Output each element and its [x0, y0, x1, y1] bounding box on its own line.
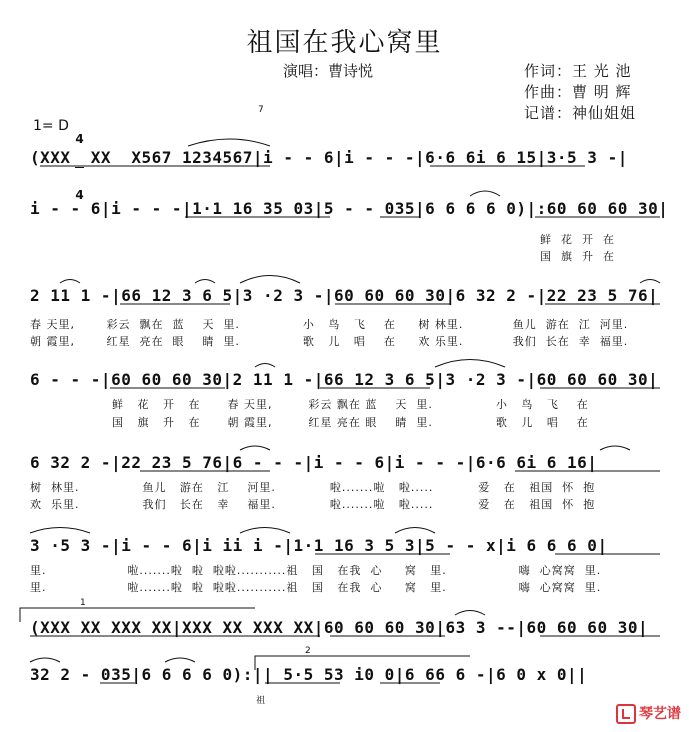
tie-arc [600, 446, 630, 450]
singer-credit: 演唱：曹诗悦 [283, 62, 374, 80]
tie-arc [455, 611, 485, 616]
time-signature-top: 4 [75, 132, 84, 146]
lyric-line-5b: 欢 乐里. 我们 长在 幸 福里. 啦.......啦 啦..... 爱 在 祖国 怀 抱 [30, 498, 596, 511]
score-line-7: (XXX XX XXX XX|XXX XX XXX XX|60 60 60 30|63 3 --|60 60 60 30| [30, 618, 649, 637]
tuplet-slur [188, 139, 270, 146]
transcriber-credit: 记谱：神仙姐姐 [524, 104, 637, 122]
lyric-line-3a: 春 天里, 彩云 飘在 蓝 天 里. 小 鸟 飞 在 树 林里. 鱼儿 游在 江 河里. [30, 318, 629, 331]
second-ending-bracket [255, 656, 470, 670]
key-signature: 1= D [33, 118, 69, 134]
tie-arc [195, 280, 215, 284]
lyric-line-4a: 鲜 花 开 在 春 天里, 彩云 飘在 蓝 天 里. 小 鸟 飞 在 [112, 398, 589, 411]
watermark-logo [606, 687, 681, 724]
tie-arc [30, 658, 60, 662]
second-ending-label: 2 [305, 646, 311, 656]
tie-arc [60, 280, 80, 284]
composer-credit: 作曲：曹 明 辉 [524, 83, 632, 101]
score-line-3: 2 11 1 -|66 12 3 6 5|3 ·2 3 -|60 60 60 30|6 32 2 -|22 23 5 76| [30, 286, 659, 305]
score-line-5: 6 32 2 -|22 23 5 76|6 - - -|i - - 6|i - - -|6·6 6i 6 16| [30, 453, 598, 472]
lyric-line-4b: 国 旗 升 在 朝 霞里, 红星 亮在 眼 睛 里. 歌 儿 唱 在 [112, 416, 589, 429]
qinyipu-logo-icon [616, 704, 636, 724]
tie-arc [30, 528, 90, 534]
tie-arc [255, 364, 275, 368]
tie-arc [435, 360, 505, 368]
first-ending-bracket [20, 608, 255, 622]
tie-arc [165, 658, 195, 662]
lyric-line-8: 祖 [256, 696, 267, 706]
tuplet-label: 7 [258, 105, 264, 115]
lyric-line-2a: 鲜 花 开 在 [540, 233, 615, 246]
tie-arc [470, 191, 500, 196]
tie-arc [640, 280, 660, 284]
tie-arc [395, 528, 435, 534]
score-line-6: 3 ·5 3 -|i - - 6|i ii i -|1·1 16 3 5 3|5 - - x|i 6 6 6 0| [30, 536, 608, 555]
score-line-8: 32 2 - 035|6 6 6 6 0):|| 5·5 53 i0 0|6 66 6 -|6 0 x 0|| [30, 665, 588, 684]
lyric-line-3b: 朝 霞里, 红星 亮在 眼 睛 里. 歌 儿 唱 在 欢 乐里. 我们 长在 幸 福里. [30, 335, 629, 348]
score-line-4: 6 - - -|60 60 60 30|2 11 1 -|66 12 3 6 5|3 ·2 3 -|60 60 60 30| [30, 370, 659, 389]
tie-arc [240, 528, 290, 534]
time-signature-bottom: 4 [75, 188, 84, 202]
lyric-line-2b: 国 旗 升 在 [540, 250, 615, 263]
tie-arc [240, 276, 300, 284]
lyric-line-6a: 里. 啦.......啦 啦 啦啦...........祖 国 在我 心 窝 里. 嗨 心窝窝 里. [30, 564, 602, 577]
first-ending-label: 1 [80, 598, 86, 608]
lyric-line-6b: 里. 啦.......啦 啦 啦啦...........祖 国 在我 心 窝 里. 嗨 心窝窝 里. [30, 581, 602, 594]
score-line-1: (XXX XX X567 1234567|i - - 6|i - - -|6·6 6i 6 15|3·5 3 -| [30, 148, 628, 167]
lyric-line-5a: 树 林里. 鱼儿 游在 江 河里. 啦.......啦 啦..... 爱 在 祖国 怀 抱 [30, 481, 596, 494]
lyricist-credit: 作词：王 光 池 [524, 62, 632, 80]
tie-arc [240, 446, 270, 450]
score-line-2: i - - 6|i - - -|1·1 16 35 03|5 - - 035|6 6 6 6 0)|:60 60 60 30| [30, 199, 669, 218]
song-title: 祖国在我心窝里 [246, 28, 443, 58]
watermark-text: 琴艺谱 [639, 706, 681, 722]
